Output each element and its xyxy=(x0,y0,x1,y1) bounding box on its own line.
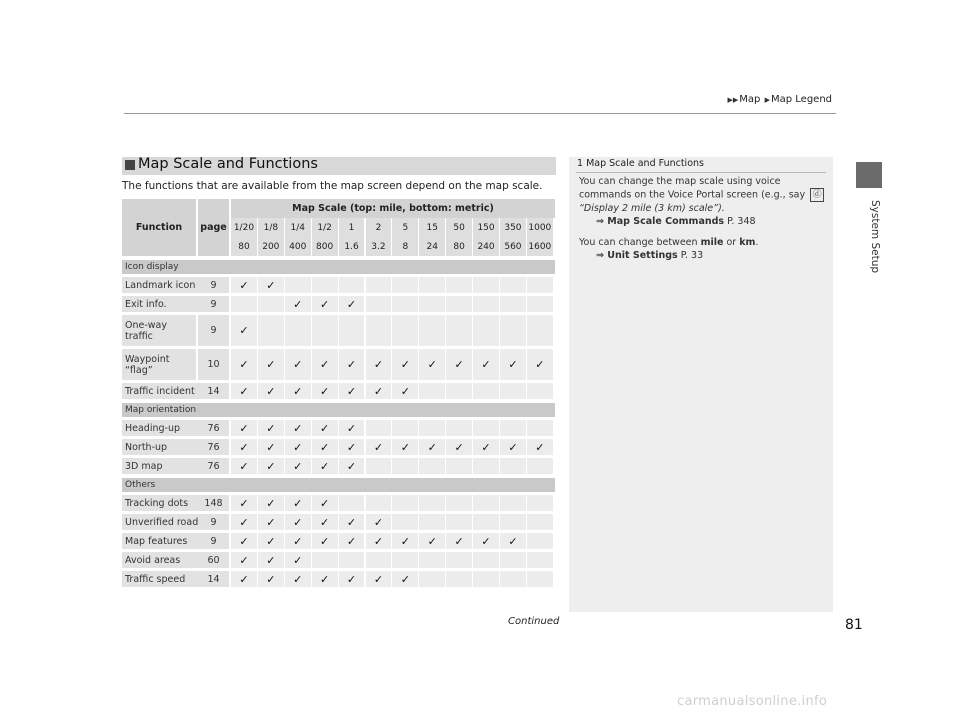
check-mark-icon: ✓ xyxy=(339,439,365,455)
empty-cell xyxy=(473,514,499,530)
note-heading xyxy=(577,158,704,169)
check-mark-icon: ✓ xyxy=(258,514,284,530)
empty-cell xyxy=(366,552,392,568)
check-mark-icon: ✓ xyxy=(231,533,257,549)
check-mark-icon: ✓ xyxy=(312,533,338,549)
page-ref[interactable]: 9 xyxy=(198,514,229,530)
check-mark-icon: ✓ xyxy=(366,514,392,530)
empty-cell xyxy=(231,296,257,312)
note-body xyxy=(579,175,825,262)
empty-cell xyxy=(527,420,553,436)
check-mark-icon: ✓ xyxy=(285,296,311,312)
empty-cell xyxy=(473,277,499,293)
function-name: Heading-up xyxy=(122,420,208,436)
table-row xyxy=(122,533,555,549)
empty-cell xyxy=(366,420,392,436)
check-mark-icon: ✓ xyxy=(285,420,311,436)
scale-metric-7: 24 xyxy=(419,237,445,256)
watermark: carmanualsonline.info xyxy=(677,694,828,709)
empty-cell xyxy=(446,296,472,312)
check-mark-icon: ✓ xyxy=(312,514,338,530)
empty-cell xyxy=(500,277,526,293)
check-mark-icon: ✓ xyxy=(231,571,257,587)
empty-cell xyxy=(473,552,499,568)
check-mark-icon: ✓ xyxy=(473,349,499,380)
note-marker: 1 xyxy=(577,158,584,169)
header-page: page xyxy=(198,199,229,256)
page-ref[interactable]: 9 xyxy=(198,277,229,293)
scale-mile-8: 50 xyxy=(446,218,472,237)
category-row xyxy=(122,478,555,492)
page-ref[interactable]: 9 xyxy=(198,315,229,346)
check-mark-icon: ✓ xyxy=(392,349,418,380)
empty-cell xyxy=(473,571,499,587)
scale-mile-6: 5 xyxy=(392,218,418,237)
check-mark-icon: ✓ xyxy=(285,571,311,587)
check-mark-icon: ✓ xyxy=(312,383,338,399)
empty-cell xyxy=(339,277,365,293)
page-ref[interactable]: 9 xyxy=(198,533,229,549)
check-mark-icon: ✓ xyxy=(392,383,418,399)
check-mark-icon: ✓ xyxy=(339,533,365,549)
scale-mile-10: 350 xyxy=(500,218,526,237)
check-mark-icon: ✓ xyxy=(231,439,257,455)
empty-cell xyxy=(500,458,526,474)
empty-cell xyxy=(419,458,445,474)
note-ref-map-scale-commands[interactable]: ⇒ Map Scale Commands P. 348 xyxy=(596,216,756,227)
empty-cell xyxy=(446,458,472,474)
empty-cell xyxy=(500,514,526,530)
scale-mile-4: 1 xyxy=(339,218,365,237)
check-mark-icon: ✓ xyxy=(285,495,311,511)
empty-cell xyxy=(500,383,526,399)
scale-metric-10: 560 xyxy=(500,237,526,256)
check-mark-icon: ✓ xyxy=(312,458,338,474)
scale-mile-9: 150 xyxy=(473,218,499,237)
empty-cell xyxy=(392,458,418,474)
table-row xyxy=(122,439,555,455)
function-name: Traffic incident xyxy=(122,383,208,399)
double-arrow-icon: ▶▶ xyxy=(727,96,739,104)
empty-cell xyxy=(527,514,553,530)
scale-metric-1: 200 xyxy=(258,237,284,256)
empty-cell xyxy=(366,296,392,312)
check-mark-icon: ✓ xyxy=(258,383,284,399)
page-ref[interactable]: 10 xyxy=(198,349,229,380)
empty-cell xyxy=(527,383,553,399)
check-mark-icon: ✓ xyxy=(339,349,365,380)
page-ref[interactable]: 148 xyxy=(198,495,229,511)
check-mark-icon: ✓ xyxy=(366,383,392,399)
category-row xyxy=(122,260,555,274)
empty-cell xyxy=(446,315,472,346)
check-mark-icon: ✓ xyxy=(527,439,553,455)
check-mark-icon: ✓ xyxy=(473,439,499,455)
check-mark-icon: ✓ xyxy=(446,439,472,455)
scale-metric-3: 800 xyxy=(312,237,338,256)
empty-cell xyxy=(419,315,445,346)
check-mark-icon: ✓ xyxy=(366,349,392,380)
empty-cell xyxy=(339,315,365,346)
check-mark-icon: ✓ xyxy=(312,571,338,587)
scale-mile-0: 1/20 xyxy=(231,218,257,237)
function-name: One-way traffic xyxy=(122,315,196,346)
check-mark-icon: ✓ xyxy=(258,495,284,511)
page-ref[interactable]: 14 xyxy=(198,383,229,399)
empty-cell xyxy=(500,420,526,436)
scale-mile-2: 1/4 xyxy=(285,218,311,237)
scale-metric-6: 8 xyxy=(392,237,418,256)
check-mark-icon: ✓ xyxy=(231,315,257,346)
page-ref[interactable]: 14 xyxy=(198,571,229,587)
check-mark-icon: ✓ xyxy=(231,552,257,568)
map-scale-table xyxy=(122,199,555,587)
empty-cell xyxy=(392,315,418,346)
check-mark-icon: ✓ xyxy=(419,533,445,549)
empty-cell xyxy=(527,495,553,511)
check-mark-icon: ✓ xyxy=(231,495,257,511)
check-mark-icon: ✓ xyxy=(366,439,392,455)
empty-cell xyxy=(392,296,418,312)
check-mark-icon: ✓ xyxy=(258,439,284,455)
function-name: Tracking dots xyxy=(122,495,208,511)
empty-cell xyxy=(366,458,392,474)
empty-cell xyxy=(527,571,553,587)
empty-cell xyxy=(527,552,553,568)
check-mark-icon: ✓ xyxy=(339,571,365,587)
check-mark-icon: ✓ xyxy=(285,458,311,474)
check-mark-icon: ✓ xyxy=(500,533,526,549)
note-ref-unit-settings[interactable]: ⇒ Unit Settings P. 33 xyxy=(596,250,704,261)
empty-cell xyxy=(312,277,338,293)
check-mark-icon: ✓ xyxy=(339,458,365,474)
empty-cell xyxy=(473,458,499,474)
check-mark-icon: ✓ xyxy=(258,533,284,549)
empty-cell xyxy=(527,296,553,312)
empty-cell xyxy=(258,315,284,346)
check-mark-icon: ✓ xyxy=(392,571,418,587)
check-mark-icon: ✓ xyxy=(339,420,365,436)
check-mark-icon: ✓ xyxy=(285,383,311,399)
empty-cell xyxy=(419,277,445,293)
empty-cell xyxy=(366,495,392,511)
check-mark-icon: ✓ xyxy=(231,514,257,530)
empty-cell xyxy=(500,495,526,511)
empty-cell xyxy=(527,458,553,474)
empty-cell xyxy=(392,495,418,511)
check-mark-icon: ✓ xyxy=(312,296,338,312)
breadcrumb xyxy=(727,94,832,105)
table-header xyxy=(122,199,555,256)
empty-cell xyxy=(473,420,499,436)
check-mark-icon: ✓ xyxy=(231,277,257,293)
category-row xyxy=(122,403,555,417)
function-name: 3D map xyxy=(122,458,208,474)
check-mark-icon: ✓ xyxy=(392,533,418,549)
table-row xyxy=(122,458,555,474)
empty-cell xyxy=(446,552,472,568)
empty-cell xyxy=(339,552,365,568)
table-row xyxy=(122,552,555,568)
check-mark-icon: ✓ xyxy=(258,420,284,436)
check-mark-icon: ✓ xyxy=(285,514,311,530)
empty-cell xyxy=(500,315,526,346)
empty-cell xyxy=(500,296,526,312)
check-mark-icon: ✓ xyxy=(258,349,284,380)
empty-cell xyxy=(419,495,445,511)
side-tab-marker xyxy=(856,162,882,188)
scale-mile-7: 15 xyxy=(419,218,445,237)
check-mark-icon: ✓ xyxy=(473,533,499,549)
function-name: Traffic speed xyxy=(122,571,208,587)
check-mark-icon: ✓ xyxy=(231,349,257,380)
page-ref[interactable]: 76 xyxy=(198,439,229,455)
section-heading xyxy=(122,157,556,175)
side-note-panel xyxy=(569,157,833,612)
side-label: System Setup xyxy=(869,200,881,274)
check-mark-icon: ✓ xyxy=(446,349,472,380)
check-mark-icon: ✓ xyxy=(339,296,365,312)
talk-button-icon: ⓓ xyxy=(810,188,824,202)
empty-cell xyxy=(527,277,553,293)
check-mark-icon: ✓ xyxy=(527,349,553,380)
intro-text: The functions that are available from the map screen depend on the map scale. xyxy=(122,180,543,192)
scale-mile-11: 1000 xyxy=(527,218,553,237)
empty-cell xyxy=(392,514,418,530)
empty-cell xyxy=(312,552,338,568)
empty-cell xyxy=(473,495,499,511)
check-mark-icon: ✓ xyxy=(231,383,257,399)
function-name: Map features xyxy=(122,533,208,549)
note-separator xyxy=(576,172,826,173)
check-mark-icon: ✓ xyxy=(285,349,311,380)
note-line-2: commands on the Voice Portal screen (e.g., say ⓓ xyxy=(579,188,825,202)
check-mark-icon: ✓ xyxy=(258,552,284,568)
check-mark-icon: ✓ xyxy=(500,349,526,380)
check-mark-icon: ✓ xyxy=(312,420,338,436)
function-name: Unverified road xyxy=(122,514,208,530)
check-mark-icon: ✓ xyxy=(312,439,338,455)
breadcrumb-item-map[interactable]: Map xyxy=(739,94,761,105)
empty-cell xyxy=(285,277,311,293)
page-ref[interactable]: 9 xyxy=(198,296,229,312)
scale-metric-4: 1.6 xyxy=(339,237,365,256)
empty-cell xyxy=(419,296,445,312)
empty-cell xyxy=(446,420,472,436)
table-row xyxy=(122,296,555,312)
table-row xyxy=(122,571,555,587)
empty-cell xyxy=(527,533,553,549)
scale-mile-3: 1/2 xyxy=(312,218,338,237)
table-row xyxy=(122,420,555,436)
table-row xyxy=(122,349,555,380)
empty-cell xyxy=(419,571,445,587)
empty-cell xyxy=(446,383,472,399)
page-ref[interactable]: 76 xyxy=(198,458,229,474)
square-bullet-icon xyxy=(125,160,135,170)
header-function: Function xyxy=(122,199,196,256)
empty-cell xyxy=(446,277,472,293)
check-mark-icon: ✓ xyxy=(231,420,257,436)
empty-cell xyxy=(366,277,392,293)
breadcrumb-item-map-legend[interactable]: Map Legend xyxy=(770,94,832,105)
empty-cell xyxy=(446,495,472,511)
page-ref[interactable]: 76 xyxy=(198,420,229,436)
scale-mile-1: 1/8 xyxy=(258,218,284,237)
category-label: Map orientation xyxy=(122,403,555,417)
empty-cell xyxy=(392,552,418,568)
function-name: Exit info. xyxy=(122,296,208,312)
empty-cell xyxy=(473,383,499,399)
note-quote: “Display 2 mile (3 km) scale”). xyxy=(579,203,725,214)
arrow-icon: ▶ xyxy=(764,96,770,104)
check-mark-icon: ✓ xyxy=(285,552,311,568)
table-row xyxy=(122,277,555,293)
section-title: Map Scale and Functions xyxy=(138,156,318,172)
empty-cell xyxy=(527,315,553,346)
check-mark-icon: ✓ xyxy=(392,439,418,455)
header-rule xyxy=(124,113,836,114)
check-mark-icon: ✓ xyxy=(419,439,445,455)
empty-cell xyxy=(285,315,311,346)
function-name: Waypoint “flag” xyxy=(122,349,196,380)
check-mark-icon: ✓ xyxy=(366,533,392,549)
table-row xyxy=(122,315,555,346)
continued-label: Continued xyxy=(508,616,560,627)
empty-cell xyxy=(473,315,499,346)
empty-cell xyxy=(419,420,445,436)
check-mark-icon: ✓ xyxy=(258,571,284,587)
check-mark-icon: ✓ xyxy=(500,439,526,455)
scale-metric-9: 240 xyxy=(473,237,499,256)
function-name: Landmark icon xyxy=(122,277,208,293)
check-mark-icon: ✓ xyxy=(446,533,472,549)
category-label: Icon display xyxy=(122,260,555,274)
scale-metric-5: 3.2 xyxy=(366,237,392,256)
category-label: Others xyxy=(122,478,555,492)
empty-cell xyxy=(473,296,499,312)
table-row xyxy=(122,383,555,399)
empty-cell xyxy=(366,315,392,346)
empty-cell xyxy=(419,514,445,530)
empty-cell xyxy=(446,514,472,530)
empty-cell xyxy=(392,277,418,293)
empty-cell xyxy=(392,420,418,436)
scale-metric-0: 80 xyxy=(231,237,257,256)
check-mark-icon: ✓ xyxy=(231,458,257,474)
empty-cell xyxy=(500,552,526,568)
empty-cell xyxy=(500,571,526,587)
check-mark-icon: ✓ xyxy=(312,349,338,380)
page-number: 81 xyxy=(845,617,863,633)
table-row xyxy=(122,495,555,511)
empty-cell xyxy=(312,315,338,346)
check-mark-icon: ✓ xyxy=(285,533,311,549)
empty-cell xyxy=(339,495,365,511)
empty-cell xyxy=(419,552,445,568)
check-mark-icon: ✓ xyxy=(258,277,284,293)
scale-metric-11: 1600 xyxy=(527,237,553,256)
page-ref[interactable]: 60 xyxy=(198,552,229,568)
function-name: North-up xyxy=(122,439,208,455)
scale-mile-5: 2 xyxy=(366,218,392,237)
function-name: Avoid areas xyxy=(122,552,208,568)
empty-cell xyxy=(446,571,472,587)
check-mark-icon: ✓ xyxy=(339,514,365,530)
note-line-3: You can change between mile or km. xyxy=(579,237,759,248)
check-mark-icon: ✓ xyxy=(419,349,445,380)
scale-metric-8: 80 xyxy=(446,237,472,256)
scale-metric-2: 400 xyxy=(285,237,311,256)
note-title: Map Scale and Functions xyxy=(586,158,704,169)
check-mark-icon: ✓ xyxy=(312,495,338,511)
header-scale-title: Map Scale (top: mile, bottom: metric) xyxy=(231,199,555,218)
note-line-1: You can change the map scale using voice xyxy=(579,176,781,187)
check-mark-icon: ✓ xyxy=(285,439,311,455)
table-row xyxy=(122,514,555,530)
empty-cell xyxy=(419,383,445,399)
check-mark-icon: ✓ xyxy=(258,458,284,474)
empty-cell xyxy=(258,296,284,312)
check-mark-icon: ✓ xyxy=(339,383,365,399)
check-mark-icon: ✓ xyxy=(366,571,392,587)
